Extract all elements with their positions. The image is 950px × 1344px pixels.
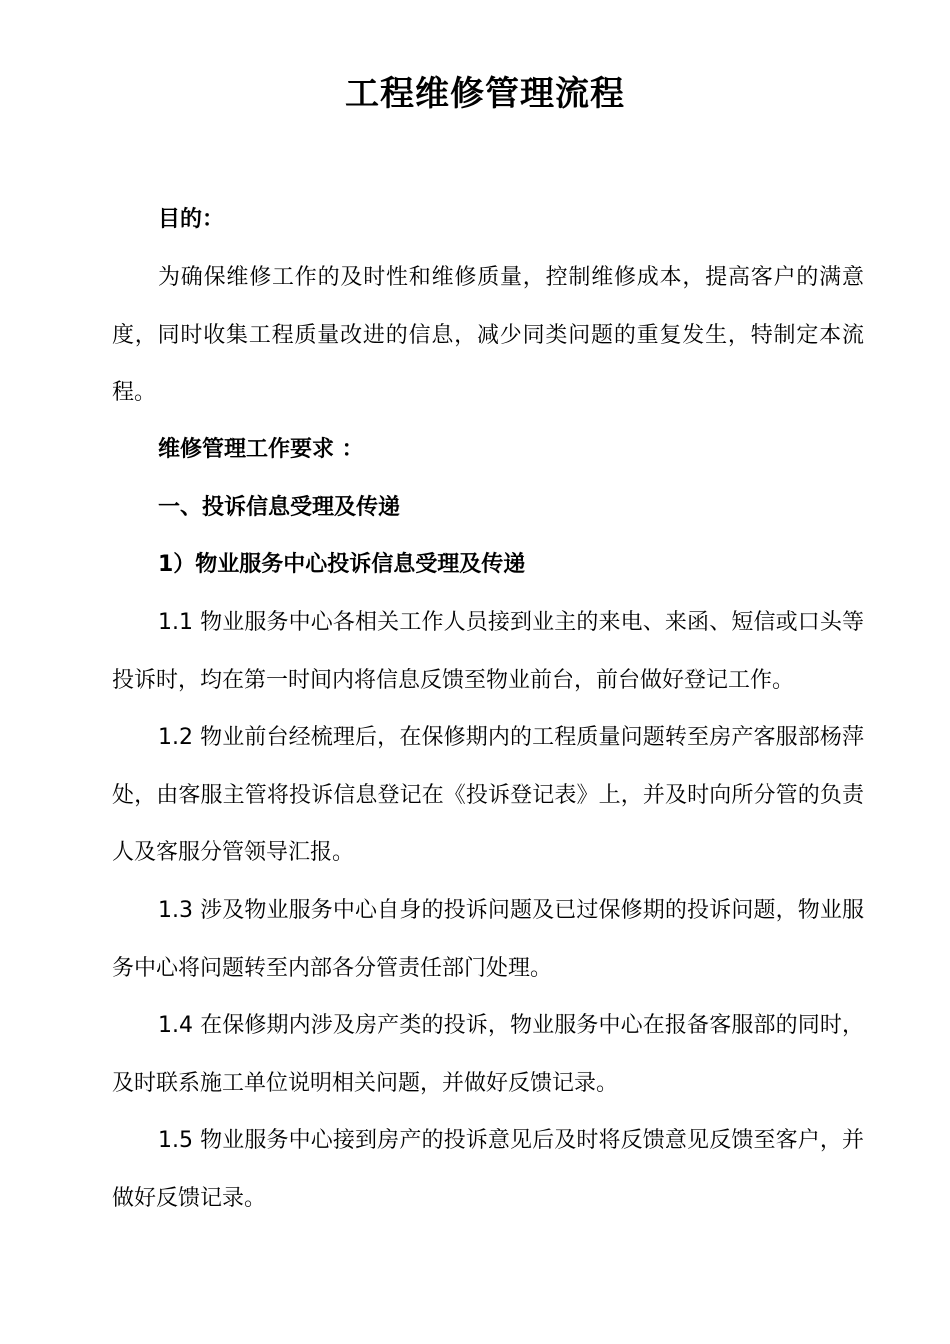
clause-1-4: 1.4 在保修期内涉及房产类的投诉，物业服务中心在报备客服部的同时，及时联系施工单位说明相关问题，并做好反馈记录。 [112, 1013, 864, 1096]
clause-1-2: 1.2 物业前台经梳理后，在保修期内的工程质量问题转至房产客服部杨萍处，由客服主管将投诉信息登记在《投诉登记表》上，并及时向所分管的负责人及客服分管领导汇报。 [112, 725, 864, 865]
section-heading-1: 一、投诉信息受理及传递 [158, 495, 401, 520]
document-title: 工程维修管理流程 [345, 74, 625, 114]
clause-1-3: 1.3 涉及物业服务中心自身的投诉问题及已过保修期的投诉问题，物业服务中心将问题转至内部各分管责任部门处理。 [112, 898, 864, 981]
purpose-paragraph: 为确保维修工作的及时性和维修质量，控制维修成本，提高客户的满意度，同时收集工程质量改进的信息，减少同类问题的重复发生，特制定本流程。 [112, 265, 864, 405]
clause-1-1: 1.1 物业服务中心各相关工作人员接到业主的来电、来函、短信或口头等投诉时，均在第一时间内将信息反馈至物业前台，前台做好登记工作。 [112, 610, 864, 693]
clause-1-5: 1.5 物业服务中心接到房产的投诉意见后及时将反馈意见反馈至客户，并做好反馈记录。 [112, 1128, 864, 1211]
subsection-heading-1: 1）物业服务中心投诉信息受理及传递 [158, 552, 526, 577]
requirements-heading: 维修管理工作要求 ： [158, 437, 364, 462]
purpose-heading: 目的： [158, 207, 225, 232]
